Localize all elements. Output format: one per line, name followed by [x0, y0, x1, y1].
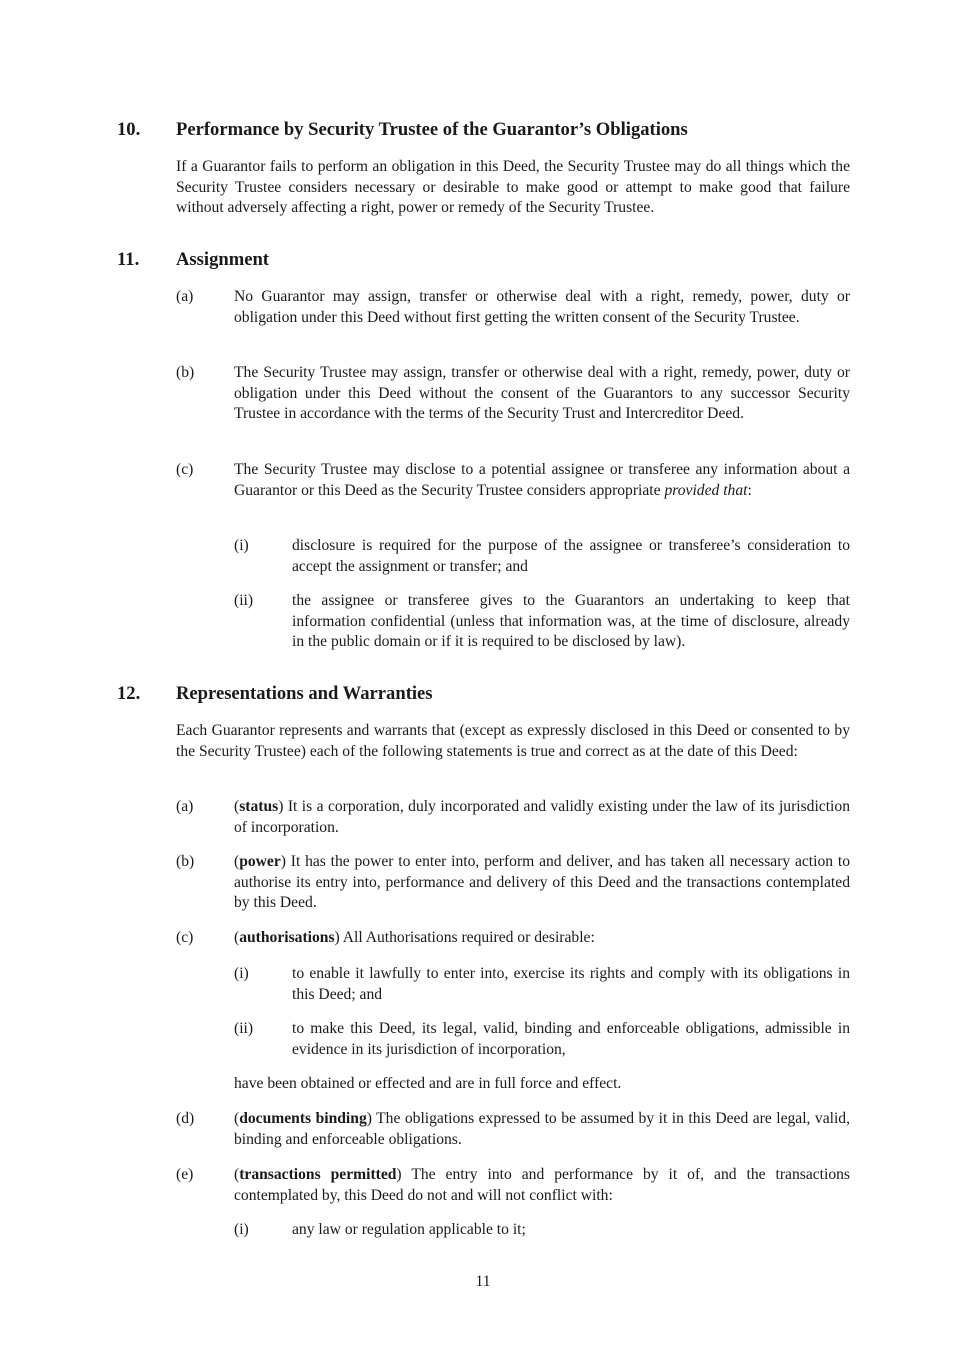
- clause-text: [234, 460, 850, 501]
- page-number: 11: [475, 1273, 491, 1290]
- clause-label: (b): [176, 364, 195, 381]
- section-number: 11.: [117, 249, 140, 270]
- clause-label: (c): [176, 929, 194, 946]
- clause-text: The Security Trustee may assign, transfer or otherwise deal with a right, remedy, power, duty or obligation under this Deed without the consent of the Guarantors to any successor Security Trustee in accordance with the terms of the Security Trust and Intercreditor Deed.: [234, 364, 850, 423]
- clause-text: (transactions permitted) The entry into and performance by it of, and the transactions contemplated by, this Deed do not and will not conflict with:: [234, 1166, 850, 1204]
- section-10-paragraph: If a Guarantor fails to perform an obligation in this Deed, the Security Trustee may do all things which the Security Trustee considers necessary or desirable to make good or attempt to make good that failure without adversely affecting a right, power or remedy of the Security Trustee.: [176, 158, 850, 217]
- clause-body: It has the power to enter into, perform and deliver, and has taken all necessary action to authorise its entry into, performance and delivery of this Deed and the transactions contemplated by this Deed.: [234, 853, 850, 912]
- subclause-label: (ii): [234, 1020, 254, 1037]
- clause-label: (c): [176, 461, 194, 478]
- subclause-label: (ii): [234, 592, 254, 609]
- clause-label: (a): [176, 288, 194, 305]
- section-number: 10.: [117, 119, 141, 140]
- clause-keyword: transactions permitted: [239, 1166, 397, 1183]
- clause-keyword: authorisations: [239, 929, 335, 946]
- subclause-label: (i): [234, 1221, 249, 1238]
- clause-body: It is a corporation, duly incorporated and validly existing under the law of its jurisdiction of incorporation.: [234, 798, 850, 836]
- clause-keyword: documents binding: [239, 1110, 367, 1127]
- clause-text-italic: provided that: [664, 481, 748, 499]
- subclause-text: to enable it lawfully to enter into, exercise its rights and comply with its obligations in this Deed; and: [292, 965, 850, 1003]
- clause-text-main: The Security Trustee may disclose to a potential assignee or transferee any information about a Guarantor or this Deed as the Security Trustee considers appropriate: [234, 461, 850, 499]
- clause-body: All Authorisations required or desirable:: [342, 929, 595, 946]
- clause-body: The obligations expressed to be assumed by it in this Deed are legal, valid, binding and enforceable obligations.: [234, 1110, 850, 1148]
- clause-label: (b): [176, 853, 195, 870]
- clause-text: (status) It is a corporation, duly incorporated and validly existing under the law of its jurisdiction of incorporation.: [234, 798, 850, 836]
- subclause-text: to make this Deed, its legal, valid, binding and enforceable obligations, admissible in evidence in its jurisdiction of incorporation,: [292, 1020, 850, 1058]
- section-title: Performance by Security Trustee of the Guarantor’s Obligations: [176, 119, 688, 140]
- clause-12c-continuation: have been obtained or effected and are in full force and effect.: [234, 1075, 622, 1092]
- clause-text: (power) It has the power to enter into, perform and deliver, and has taken all necessary action to authorise its entry into, performance and delivery of this Deed and the transactions contemplated by this Deed.: [234, 853, 850, 912]
- clause-keyword: power: [239, 853, 281, 870]
- clause-label: (a): [176, 798, 194, 815]
- clause-text: No Guarantor may assign, transfer or otherwise deal with a right, remedy, power, duty or obligation under this Deed without first getting the written consent of the Security Trustee.: [234, 288, 850, 326]
- subclause-label: (i): [234, 965, 249, 982]
- subclause-text: disclosure is required for the purpose of the assignee or transferee’s consideration to accept the assignment or transfer; and: [292, 537, 850, 575]
- section-title: Representations and Warranties: [176, 683, 433, 704]
- section-number: 12.: [117, 683, 141, 704]
- subclause-text: any law or regulation applicable to it;: [292, 1221, 526, 1238]
- clause-label: (d): [176, 1110, 195, 1127]
- clause-text: (documents binding) The obligations expressed to be assumed by it in this Deed are legal, valid, binding and enforceable obligations.: [234, 1110, 850, 1148]
- clause-body: The entry into and performance by it of, and the transactions contemplated by, this Deed do not and will not conflict with:: [234, 1166, 850, 1204]
- subclause-label: (i): [234, 537, 249, 554]
- subclause-text: the assignee or transferee gives to the Guarantors an undertaking to keep that information confidential (unless that information was, at the time of disclosure, already in the public domain or if it is required to be disclosed by law).: [292, 592, 850, 651]
- clause-text-end: :: [747, 481, 752, 499]
- clause-keyword: status: [239, 798, 279, 815]
- clause-label: (e): [176, 1166, 194, 1183]
- section-12-paragraph: Each Guarantor represents and warrants that (except as expressly disclosed in this Deed or consented to by the Security Trustee) each of the following statements is true and correct as at the date of this Deed:: [176, 722, 850, 760]
- section-title: Assignment: [176, 249, 269, 270]
- clause-text: (authorisations) All Authorisations required or desirable:: [234, 929, 595, 946]
